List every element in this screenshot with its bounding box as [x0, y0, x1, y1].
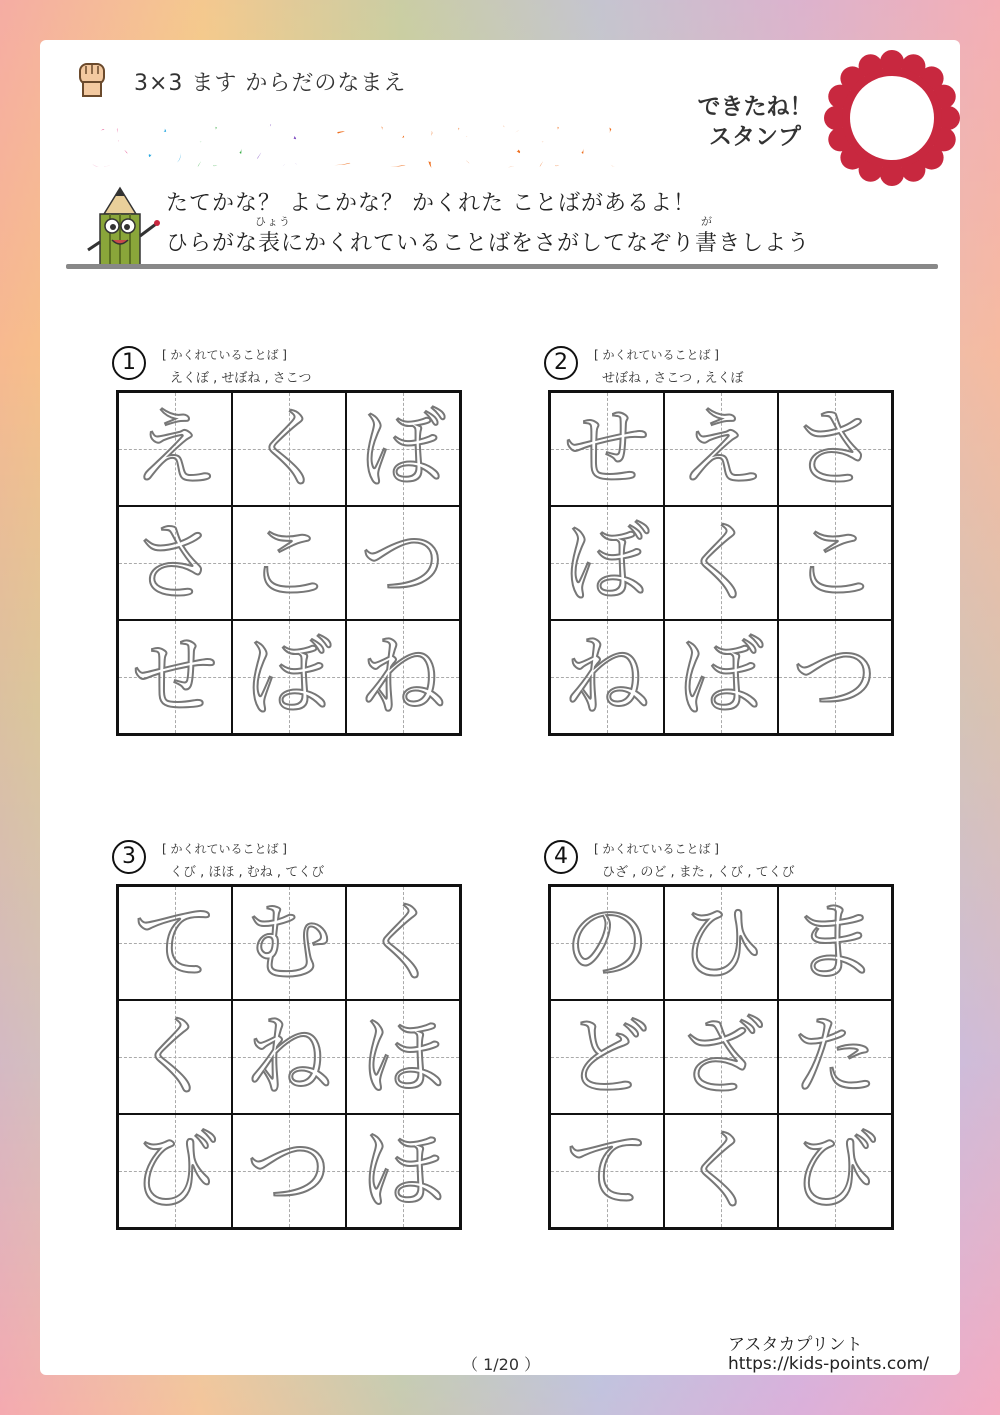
grid-cell[interactable] — [550, 1114, 664, 1228]
trace-char: び — [792, 1121, 878, 1221]
puzzle-grid-4 — [548, 884, 894, 1230]
puzzle-label: [ かくれていることば ] — [162, 842, 287, 856]
trace-char: ど — [564, 1007, 650, 1107]
instruction-line-2-a: ひらがな — [166, 231, 259, 256]
puzzle-words: えくぼ , せぼね , さこつ — [170, 371, 312, 386]
kanji-ga-wrap — [695, 215, 719, 257]
grid-cell[interactable] — [550, 620, 664, 734]
trace-char: ま — [792, 893, 878, 993]
grid-cell[interactable] — [664, 620, 778, 734]
grid-cell[interactable] — [118, 392, 232, 506]
trace-char: く — [678, 1121, 764, 1221]
ruby-ga: が — [701, 215, 714, 228]
trace-char: つ — [792, 627, 878, 727]
page-indicator: （ 1/20 ） — [462, 1355, 541, 1374]
instruction-line-2-e: きしよう — [718, 231, 811, 256]
instruction-line-2 — [166, 215, 811, 257]
instruction-line-2-c: にかくれていることばをさがしてなぞり — [281, 231, 696, 256]
puzzle-grid-3 — [116, 884, 462, 1230]
puzzle-number: 2 — [544, 346, 578, 380]
trace-char: ほ — [360, 1007, 446, 1107]
trace-char: ぼ — [246, 627, 332, 727]
grid-cell[interactable] — [550, 392, 664, 506]
fist-icon — [72, 60, 112, 100]
grid-cell[interactable] — [778, 1114, 892, 1228]
puzzle-number: 1 — [112, 346, 146, 380]
title-char-3: が — [192, 116, 249, 181]
trace-char: く — [132, 1007, 218, 1107]
title-char-2: ら — [135, 116, 192, 181]
trace-char: く — [246, 399, 332, 499]
grid-cell[interactable] — [550, 506, 664, 620]
header-divider — [66, 264, 938, 269]
grid-cell[interactable] — [232, 886, 346, 1000]
puzzle-number: 4 — [544, 840, 578, 874]
grid-cell[interactable] — [118, 1114, 232, 1228]
trace-char: く — [360, 893, 446, 993]
grid-cell[interactable] — [346, 1114, 460, 1228]
puzzle-words: ひざ , のど , また , くび , てくび — [602, 865, 795, 880]
site-url-link[interactable]: https://kids-points.com/ — [728, 1354, 929, 1374]
title-main: ことばさがし — [306, 116, 648, 181]
grid-cell[interactable] — [550, 886, 664, 1000]
trace-char: く — [678, 513, 764, 613]
puzzle-label: [ かくれていることば ] — [594, 842, 719, 856]
grid-cell[interactable] — [664, 506, 778, 620]
trace-char: ね — [246, 1007, 332, 1107]
stamp-label-line2: スタンプ — [709, 124, 801, 150]
grid-cell[interactable] — [232, 1000, 346, 1114]
trace-char: ぼ — [564, 513, 650, 613]
grid-cell[interactable] — [778, 1000, 892, 1114]
trace-char: ぼ — [360, 399, 446, 499]
stamp-label-line1: できたね！ — [697, 94, 813, 120]
grid-cell[interactable] — [778, 620, 892, 734]
instruction-line-1: たてかな？ よこかな？ かくれた ことばがあるよ！ — [166, 191, 696, 216]
trace-char: こ — [246, 513, 332, 613]
worksheet-title — [78, 104, 648, 184]
grid-cell[interactable] — [550, 1000, 664, 1114]
trace-char: つ — [246, 1121, 332, 1221]
trace-char: さ — [132, 513, 218, 613]
pencil-mascot-icon — [78, 186, 162, 272]
trace-char: ざ — [678, 1007, 764, 1107]
trace-char: む — [246, 893, 332, 993]
grid-cell[interactable] — [664, 1000, 778, 1114]
grid-cell[interactable] — [232, 392, 346, 506]
kanji-hyou-wrap — [255, 215, 292, 257]
puzzle-words: せぼね , さこつ , えくぼ — [602, 371, 744, 386]
trace-char: こ — [792, 513, 878, 613]
trace-char: え — [132, 399, 218, 499]
grid-cell[interactable] — [778, 886, 892, 1000]
trace-char: び — [132, 1121, 218, 1221]
grid-cell[interactable] — [118, 506, 232, 620]
trace-char: ね — [360, 627, 446, 727]
trace-char: せ — [132, 627, 218, 727]
grid-cell[interactable] — [346, 392, 460, 506]
puzzle-label: [ かくれていることば ] — [594, 348, 719, 362]
puzzle-words: くび , ほほ , むね , てくび — [170, 865, 325, 880]
trace-char: ひ — [678, 893, 764, 993]
kanji-ga: 書 — [695, 231, 719, 256]
ruby-hyou: ひょう — [255, 215, 292, 228]
title-char-1: ひ — [78, 116, 135, 181]
grid-cell[interactable] — [232, 1114, 346, 1228]
brand-name: アスタカプリント — [728, 1335, 863, 1355]
stamp-circle-icon — [824, 50, 960, 186]
title-char-4: な — [249, 116, 306, 181]
puzzle-label: [ かくれていることば ] — [162, 348, 287, 362]
trace-char: て — [132, 893, 218, 993]
grid-cell[interactable] — [118, 620, 232, 734]
trace-char: た — [792, 1007, 878, 1107]
trace-char: つ — [360, 513, 446, 613]
grid-cell[interactable] — [346, 506, 460, 620]
grid-cell[interactable] — [118, 1000, 232, 1114]
grid-cell[interactable] — [232, 620, 346, 734]
trace-char: て — [564, 1121, 650, 1221]
grid-cell[interactable] — [232, 506, 346, 620]
puzzle-number: 3 — [112, 840, 146, 874]
puzzle-grid-2 — [548, 390, 894, 736]
trace-char: の — [564, 893, 650, 993]
grid-cell[interactable] — [664, 1114, 778, 1228]
kanji-hyou: 表 — [258, 231, 282, 256]
trace-char: せ — [564, 399, 650, 499]
trace-char: さ — [792, 399, 878, 499]
grid-cell[interactable] — [118, 886, 232, 1000]
grid-cell[interactable] — [346, 620, 460, 734]
grid-cell[interactable] — [778, 392, 892, 506]
grid-cell[interactable] — [346, 1000, 460, 1114]
stamp-label — [690, 92, 820, 152]
trace-char: ぼ — [678, 627, 764, 727]
grid-cell[interactable] — [664, 886, 778, 1000]
trace-char: ね — [564, 627, 650, 727]
grid-cell[interactable] — [664, 392, 778, 506]
trace-char: え — [678, 399, 764, 499]
grid-cell[interactable] — [778, 506, 892, 620]
worksheet-subtitle: 3×3 ます からだのなまえ — [134, 71, 407, 96]
grid-cell[interactable] — [346, 886, 460, 1000]
puzzle-grid-1 — [116, 390, 462, 736]
trace-char: ほ — [360, 1121, 446, 1221]
